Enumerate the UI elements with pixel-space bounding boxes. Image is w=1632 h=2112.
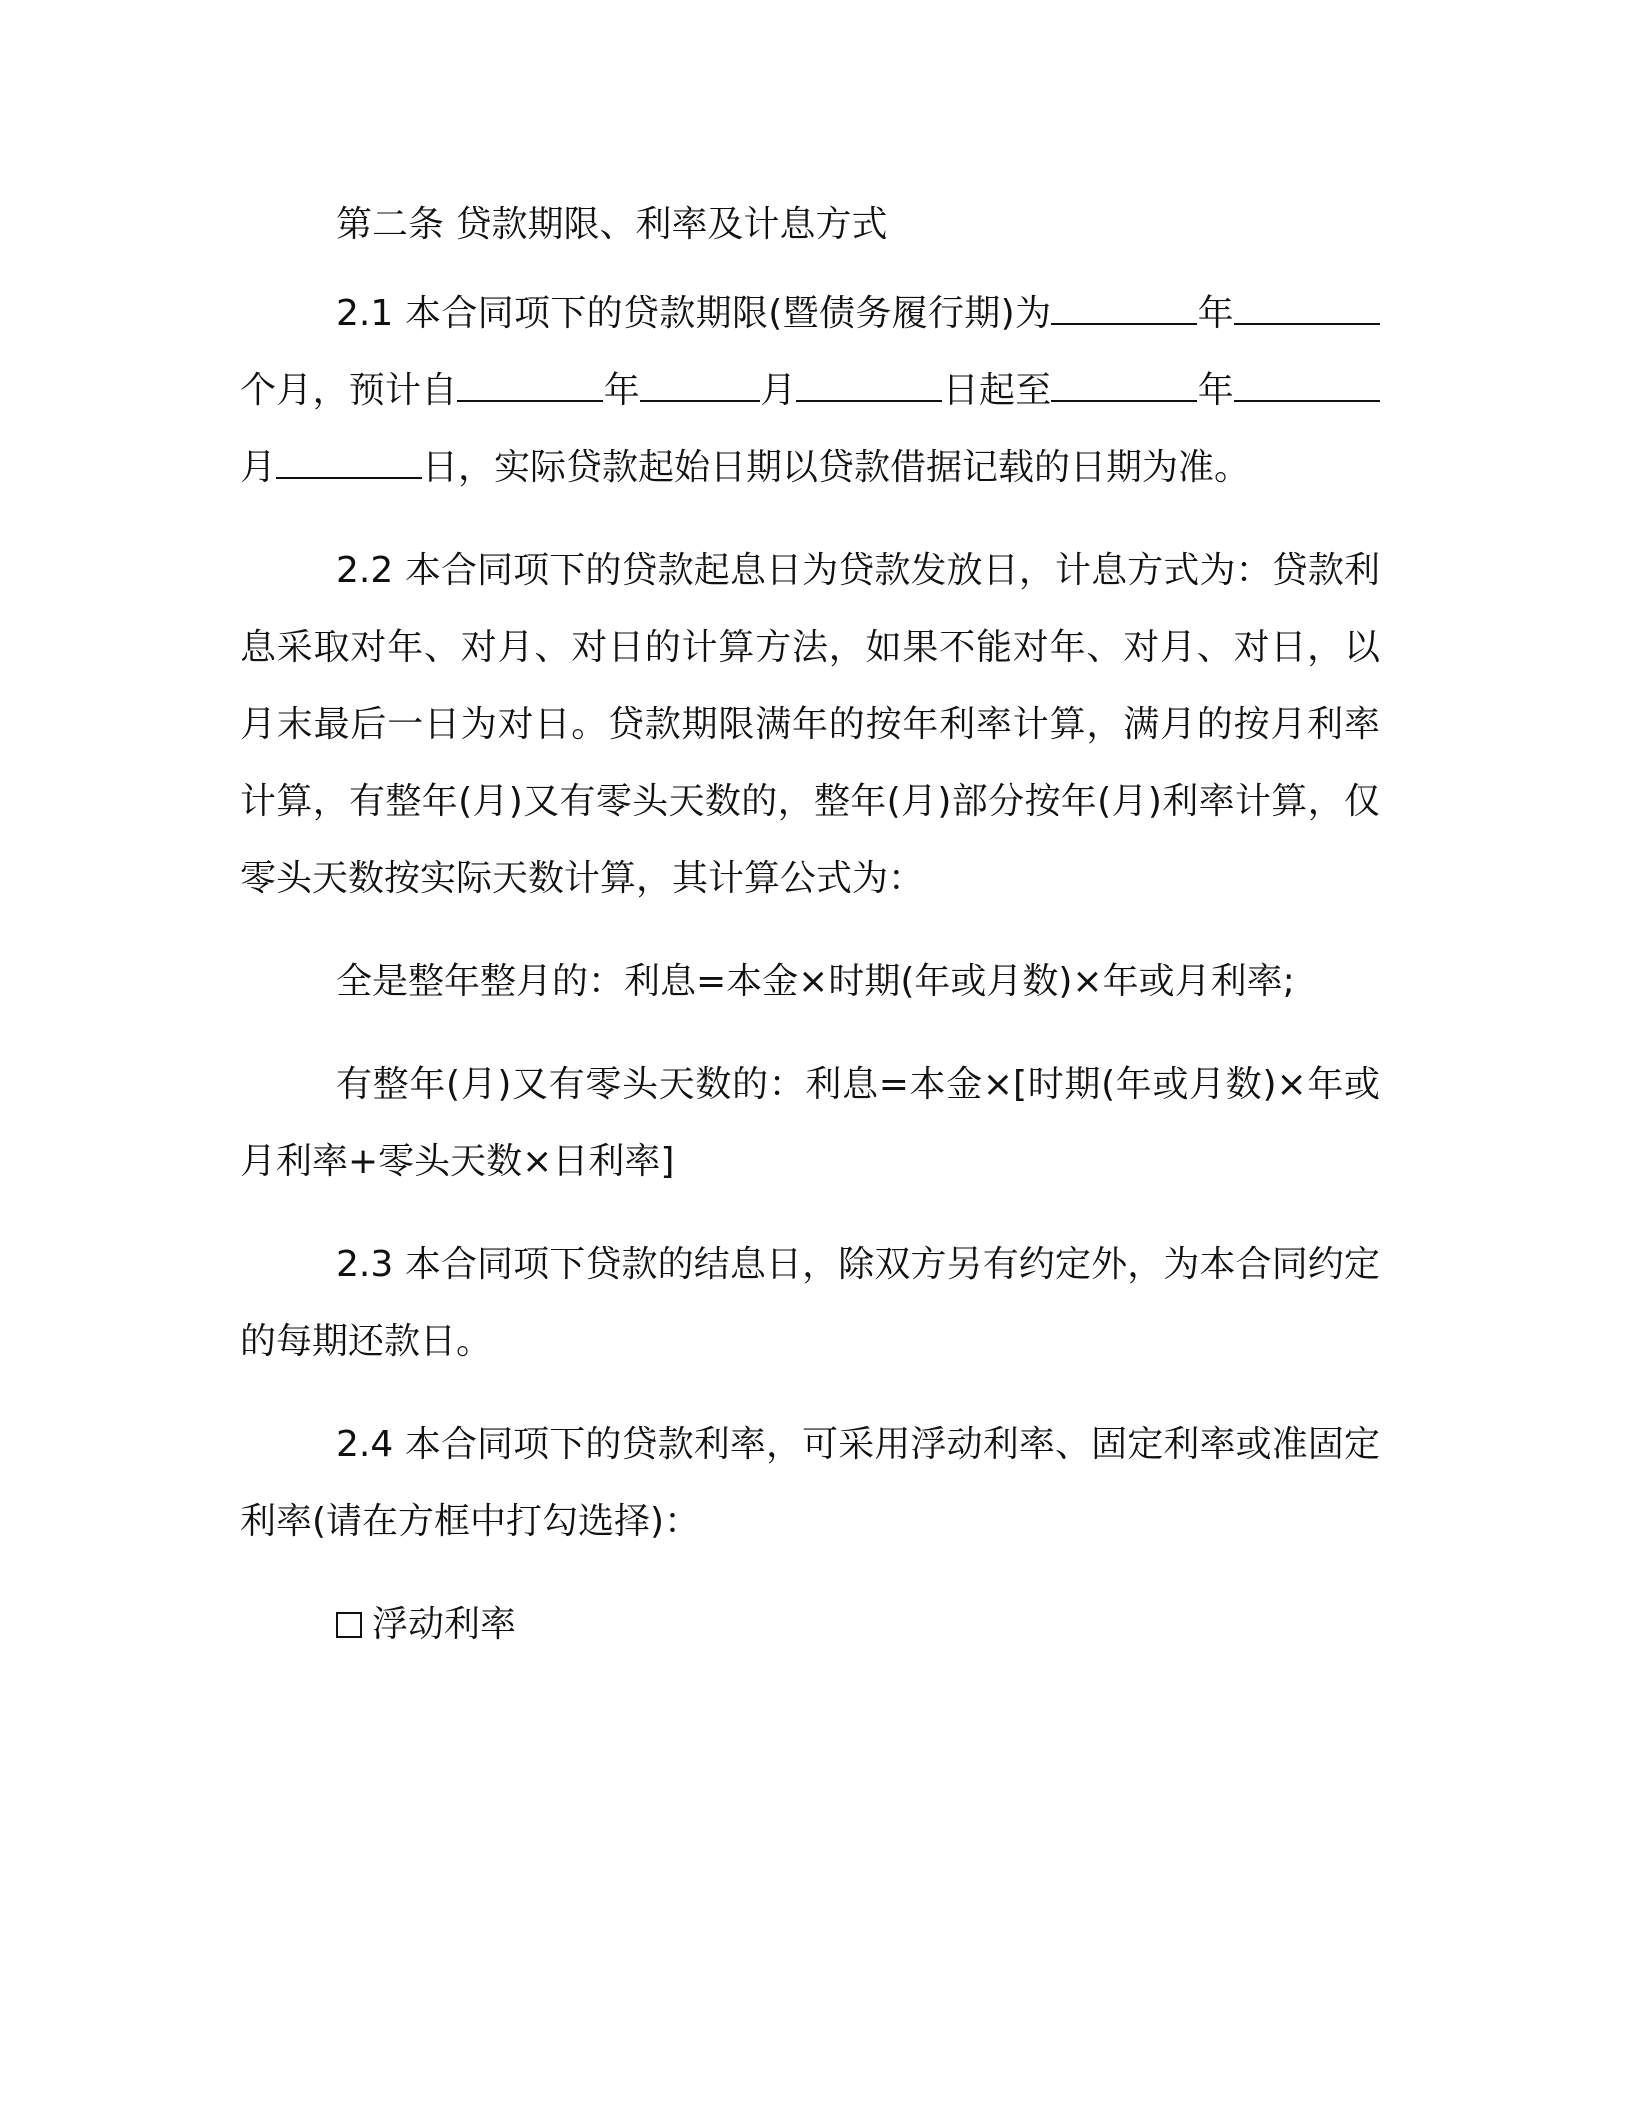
blank-term-years[interactable] <box>1051 289 1197 325</box>
checkbox-icon[interactable] <box>336 1612 362 1638</box>
clause-2-1-text-f: 日起至 <box>942 370 1052 411</box>
clause-2-1-text-c: 个月，预计自 <box>240 370 458 411</box>
blank-term-months[interactable] <box>1234 289 1380 325</box>
clause-2-1-text-a: 2.1 本合同项下的贷款期限(暨债务履行期)为 <box>336 293 1052 334</box>
formula-mixed-periods: 有整年(月)又有零头天数的：利息=本金×[时期(年或月数)×年或月利率+零头天数×日利率] <box>240 1064 1380 1182</box>
section-heading-text: 第二条 贷款期限、利率及计息方式 <box>336 204 888 245</box>
clause-2-1 <box>240 275 1380 506</box>
blank-start-year[interactable] <box>457 366 603 402</box>
formula-whole-periods: 全是整年整月的：利息=本金×时期(年或月数)×年或月利率; <box>336 961 1295 1002</box>
option-floating-rate[interactable] <box>240 1586 1380 1663</box>
clause-2-2: 2.2 本合同项下的贷款起息日为贷款发放日，计息方式为：贷款利息采取对年、对月、对日的计算方法，如果不能对年、对月、对日，以月末最后一日为对日。贷款期限满年的按年利率计算，满月的按月利率计算，有整年(月)又有零头天数的，整年(月)部分按年(月)利率计算，仅零头天数按实际天数计算，其计算公式为： <box>240 550 1380 899</box>
clause-2-1-text-d: 年 <box>603 370 640 411</box>
clause-2-1-text-e: 月 <box>759 370 797 411</box>
clause-2-4: 2.4 本合同项下的贷款利率，可采用浮动利率、固定利率或准固定利率(请在方框中打勾选择)： <box>240 1424 1380 1542</box>
document-body <box>240 186 1380 1663</box>
section-heading <box>240 186 1380 263</box>
blank-end-year[interactable] <box>1051 366 1197 402</box>
clause-2-3: 2.3 本合同项下贷款的结息日，除双方另有约定外，为本合同约定的每期还款日。 <box>240 1244 1380 1362</box>
blank-end-month[interactable] <box>1234 366 1380 402</box>
blank-start-month[interactable] <box>640 366 760 402</box>
option-floating-rate-label: 浮动利率 <box>372 1604 517 1645</box>
clause-2-1-text-g: 年 <box>1197 370 1234 411</box>
clause-2-1-text-b: 年 <box>1197 293 1234 334</box>
blank-start-day[interactable] <box>796 366 942 402</box>
clause-2-1-text-i: 日，实际贷款起始日期以贷款借据记载的日期为准。 <box>422 447 1251 488</box>
blank-end-day[interactable] <box>276 443 422 479</box>
clause-2-1-text-h: 月 <box>240 447 277 488</box>
